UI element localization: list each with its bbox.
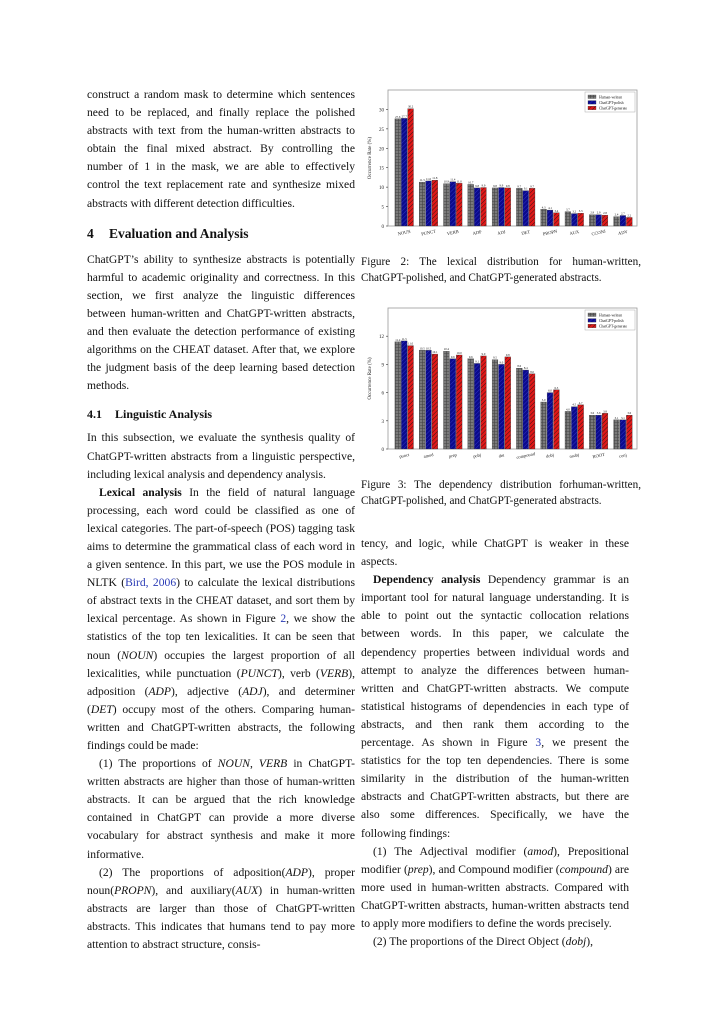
bar-prep-0 (444, 351, 450, 449)
bar-ROOT-0 (589, 415, 595, 449)
bar-compound-1 (523, 370, 529, 449)
x-tick-label: amod (423, 452, 434, 460)
y-axis-label: Occurrence Rate (%) (368, 357, 373, 400)
data-label: 27.7 (401, 114, 407, 119)
data-label: 9.8 (475, 183, 479, 188)
x-tick-label: ADV (617, 229, 629, 236)
data-label: 5.0 (541, 398, 546, 402)
bar-conj-1 (620, 420, 626, 449)
text: (2) The proportions of adposition( (99, 865, 286, 879)
data-label: 3.4 (554, 208, 559, 213)
bar-ADP-1 (474, 188, 480, 226)
bar-CCONJ-2 (602, 215, 608, 226)
math: VERB (258, 757, 288, 771)
data-label: 11.0 (408, 341, 414, 346)
bar-ADP-2 (481, 188, 487, 226)
lexical-paragraph (87, 484, 355, 755)
text: ) to calculate the lexical distributions of abstract texts in the CHEAT dataset, and sort them by lexical percentage. As shown in Figure (87, 576, 355, 626)
data-label: 3.6 (590, 411, 595, 416)
dependency-paragraph (361, 571, 629, 842)
lexical-distribution-chart (361, 86, 641, 246)
text: , we present the statistics for the top ten dependencies. There is some similarity in the distribution of the human-written abstracts and ChatGPT-written abstracts, but there are also some differences. Specifically, we have the following findings: (361, 736, 629, 840)
section-heading (87, 225, 355, 243)
bar-ADJ-2 (505, 188, 511, 226)
bar-prep-2 (456, 355, 462, 449)
data-label: 10.5 (425, 346, 432, 351)
figure-ref-link[interactable]: 2 (280, 612, 287, 626)
text: (1) The proportions of (99, 757, 218, 771)
continuation-paragraph: tency, and logic, while ChatGPT is weaker in these aspects. (361, 537, 629, 569)
left-column (87, 86, 355, 954)
data-label: 2.4 (614, 212, 619, 217)
y-tick-label: 12 (379, 335, 384, 341)
bar-AUX-0 (565, 212, 571, 226)
data-label: 10.1 (432, 350, 438, 355)
bar-PUNCT-0 (419, 182, 425, 226)
dependency-distribution-chart (361, 304, 641, 469)
math: VERB (319, 666, 349, 680)
text: ), verb ( (277, 666, 320, 680)
legend-swatch (588, 313, 596, 317)
figure-3-caption: Figure 3: The dependency distribution forhuman-written, ChatGPT-polished, and ChatGPT-generated abstracts. (361, 479, 641, 507)
data-label: 2.9 (590, 210, 595, 215)
bar-ADV-0 (614, 217, 620, 226)
data-label: 3.7 (566, 207, 570, 212)
data-label: 9.8 (505, 183, 510, 188)
dependency-heading: Dependency analysis (373, 573, 481, 587)
data-label: 4.0 (566, 407, 570, 412)
x-tick-label: dobj (545, 452, 555, 459)
bar-AUX-2 (578, 213, 584, 226)
text: (1) The Adjectival modifier ( (373, 844, 528, 858)
data-label: 3.1 (621, 415, 625, 420)
bar-PROPN-1 (547, 210, 553, 226)
x-tick-label: prep (448, 452, 458, 459)
bar-CCONJ-1 (596, 215, 602, 226)
data-label: 9.0 (499, 360, 504, 365)
y-tick-label: 15 (379, 166, 384, 172)
figure-3 (361, 304, 641, 509)
x-tick-label: pobj (472, 452, 482, 459)
bar-nsubj-2 (578, 405, 584, 449)
bar-ADJ-1 (499, 188, 505, 226)
section-number: 4 (87, 225, 94, 241)
text: ) occupies the largest proportion of all lexicalities, while punctuation ( (87, 648, 355, 680)
bar-PUNCT-1 (426, 181, 432, 226)
text: ), (586, 935, 594, 949)
figure-ref-link[interactable]: 3 (535, 736, 542, 750)
x-tick-label: DET (520, 229, 531, 236)
data-label: 10.5 (419, 346, 425, 351)
bar-nsubj-0 (565, 411, 571, 449)
data-label: 11.5 (401, 336, 407, 341)
text: ), and Compound modifier ( (428, 862, 560, 876)
x-tick-label: compound (515, 451, 536, 460)
math: ADP (148, 684, 172, 698)
data-label: 2.9 (596, 210, 601, 215)
bar-VERB-2 (456, 183, 462, 226)
data-label: 4.5 (572, 402, 577, 407)
data-label: 3.6 (627, 411, 632, 416)
legend-swatch (588, 101, 596, 105)
data-label: 9.6 (468, 354, 473, 359)
data-label: 8.4 (523, 366, 528, 371)
legend-label: ChatGPT-generate (599, 106, 628, 111)
data-label: 11.8 (432, 176, 438, 181)
right-column (361, 86, 641, 951)
bar-punct-0 (395, 342, 401, 449)
y-tick-label: 9 (381, 363, 384, 369)
legend-label: ChatGPT-generate (599, 324, 628, 329)
figure-2 (361, 86, 641, 286)
bar-amod-2 (432, 354, 438, 449)
x-tick-label: AUX (568, 229, 580, 236)
math: NOUN (217, 757, 250, 771)
x-tick-label: punct (398, 452, 410, 460)
bar-det-1 (499, 364, 505, 449)
text: (2) The proportions of the Direct Object ( (373, 935, 566, 949)
y-tick-label: 5 (381, 205, 384, 211)
y-tick-label: 20 (379, 147, 384, 153)
data-label: 11.6 (425, 176, 432, 181)
data-label: 8.6 (517, 364, 522, 369)
math: PROPN (114, 883, 152, 897)
text: ), adjective ( (171, 684, 243, 698)
math: DET (90, 702, 113, 716)
text: ), adposition ( (87, 666, 355, 698)
y-tick-label: 25 (379, 127, 384, 133)
bar-pobj-0 (468, 359, 474, 449)
legend-swatch (588, 319, 596, 323)
bar-PROPN-2 (553, 213, 559, 226)
bar-prep-1 (450, 359, 456, 449)
data-label: 11.4 (450, 177, 456, 182)
data-label: 9.7 (530, 184, 534, 189)
bar-det-0 (492, 360, 498, 449)
bar-VERB-1 (450, 182, 456, 226)
text: ) occupy most of the others. Comparing human-written and ChatGPT-written abstracts, the following findings could be made: (87, 702, 355, 752)
bar-DET-0 (516, 188, 522, 226)
data-label: 2.2 (627, 213, 632, 218)
bar-DET-2 (529, 188, 535, 226)
text: ), and determiner ( (87, 684, 355, 716)
bar-amod-0 (419, 350, 425, 449)
math: dobj (565, 935, 587, 949)
bar-ROOT-2 (602, 413, 608, 449)
bar-ADV-2 (626, 217, 632, 226)
x-tick-label: PUNCT (420, 228, 437, 237)
y-tick-label: 0 (381, 448, 384, 453)
math: AUX (235, 883, 259, 897)
data-label: 4.7 (578, 400, 583, 405)
bar-ADV-1 (620, 216, 626, 226)
subsection-paragraph: In this subsection, we evaluate the synthesis quality of ChatGPT-written abstracts from a linguistic perspective, including lexical analysis and dependency analysis. (87, 431, 355, 481)
legend-label: ChatGPT-polish (599, 318, 624, 323)
subsection-heading (87, 405, 355, 423)
finding-2 (87, 864, 355, 954)
data-label: 11.4 (395, 337, 401, 342)
data-label: 11.0 (456, 179, 462, 184)
x-tick-label: ADJ (496, 229, 506, 236)
bar-compound-2 (529, 374, 535, 449)
text: ), and auxiliary( (151, 883, 236, 897)
bar-compound-0 (516, 368, 522, 449)
text: ), proper noun( (87, 865, 355, 897)
data-label: 3.2 (572, 209, 577, 214)
bar-ADJ-0 (492, 188, 498, 226)
data-label: 10.9 (443, 179, 450, 184)
math: prep (407, 862, 429, 876)
bar-dobj-0 (541, 402, 547, 449)
data-label: 10.4 (443, 347, 450, 352)
bar-ADP-0 (468, 184, 474, 226)
x-tick-label: nsubj (568, 452, 580, 459)
y-tick-label: 30 (379, 108, 384, 114)
data-label: 9.9 (499, 183, 504, 188)
x-tick-label: ADP (472, 229, 483, 236)
data-label: 10.7 (468, 180, 474, 185)
bar-det-2 (505, 357, 511, 449)
bar-PUNCT-2 (432, 180, 438, 226)
text: ) in human-written abstracts are larger than those of ChatGPT-written abstracts. This indicates that humans tend to pay more attention to abstract structure, consis- (87, 883, 355, 952)
lexical-heading: Lexical analysis (99, 485, 182, 499)
bar-DET-1 (523, 191, 529, 226)
data-label: 3.3 (578, 209, 583, 214)
text: , (249, 757, 259, 771)
bar-punct-1 (401, 341, 407, 449)
y-tick-label: 3 (381, 419, 384, 425)
text: ) are more used in human-written abstracts. Compared with ChatGPT-written abstracts, human-written abstracts tend to apply more modifiers to define the words precisely. (361, 862, 629, 930)
legend-swatch (588, 106, 596, 110)
data-label: 9.9 (481, 351, 486, 356)
dependency-finding-1 (361, 843, 629, 933)
right-text (361, 535, 629, 951)
bar-AUX-1 (571, 214, 577, 226)
subsection-number: 4.1 (87, 407, 102, 422)
bar-conj-0 (614, 420, 620, 449)
finding-1 (87, 755, 355, 864)
data-label: 10.0 (456, 351, 462, 355)
text: In the field of natural language processing, each word could be classified as one of lexical categories. The part-of-speech (POS) tagging task aims to determine the grammatical class of each word in a given sentence. In this part, we use the POS module in NLTK ( (87, 485, 355, 590)
legend-label: Human-written (599, 95, 623, 100)
x-tick-label: VERB (446, 228, 460, 237)
x-tick-label: CCONJ (591, 228, 607, 237)
data-label: 3.6 (596, 411, 601, 416)
bar-amod-1 (426, 350, 432, 449)
bar-NOUN-2 (408, 109, 414, 226)
data-label: 3.8 (603, 409, 607, 414)
data-label: 8.0 (530, 369, 534, 374)
data-label: 9.6 (450, 354, 455, 359)
data-label: 9.1 (475, 359, 479, 364)
bar-nsubj-1 (571, 407, 577, 449)
x-tick-label: conj (618, 452, 628, 459)
figure-2-caption: Figure 2: The lexical distribution for human-written, ChatGPT-polished, and ChatGPT-generated abstracts. (361, 256, 641, 284)
data-label: 9.1 (523, 186, 528, 191)
bar-CCONJ-0 (589, 215, 595, 226)
bar-dobj-1 (547, 393, 553, 449)
y-tick-label: 10 (379, 186, 384, 192)
x-tick-label: det (498, 452, 505, 459)
data-label: 3.1 (614, 415, 619, 420)
data-label: 9.5 (493, 355, 497, 360)
section-paragraph: ChatGPT’s ability to synthesize abstracts is potentially harmful to academic originality and correctness. In this section, we first analyze the linguistic differences between human-written and ChatGPT-written abstracts, and then evaluate the detection performance of existing algorithms on the CHEAT dataset. After that, we explore the judgment basis of the deep learning based detection methods. (87, 252, 355, 393)
data-label: 6.0 (548, 388, 552, 393)
data-label: 30.2 (407, 104, 414, 109)
text: ), Prepositional modifier ( (361, 844, 630, 876)
text: in ChatGPT-written abstracts are higher than those of human-written abstracts. It can be argued that the rich knowledge contained in ChatGPT can provide a more diverse vocabulary for abstract synthesis and make it more informative. (87, 757, 355, 861)
x-tick-label: PROPN (542, 228, 558, 237)
section-title: Evaluation and Analysis (109, 225, 249, 241)
bar-conj-2 (626, 415, 632, 449)
bar-NOUN-1 (401, 118, 407, 226)
data-label: 4.1 (548, 206, 552, 211)
bar-ROOT-1 (596, 415, 602, 449)
data-label: 9.8 (493, 183, 497, 188)
legend-swatch (588, 324, 596, 328)
legend-label: Human-written (599, 313, 623, 318)
legend-label: ChatGPT-polish (599, 100, 624, 105)
math: amod (527, 844, 554, 858)
text: Dependency grammar is an important tool for natural language understanding. It is able to point out the syntactic collocation relations between words. In this paper, we calculate the dependency properties between individual words and attempt to analyze the differences between human-written and ChatGPT-written abstracts. We compute statistical histograms of dependencies in each type of abstracts, and then rank them according to the percentage. As shown in Figure (361, 573, 629, 750)
citation-link[interactable]: Bird, 2006 (125, 576, 177, 590)
math: ADJ (242, 684, 263, 698)
math: PUNCT (240, 666, 278, 680)
data-label: 9.9 (481, 183, 486, 188)
y-axis-label: Occurrence Rate (%) (368, 136, 373, 180)
data-label: 2.7 (621, 211, 625, 216)
bar-PROPN-0 (541, 209, 547, 226)
bar-NOUN-0 (395, 119, 401, 226)
data-label: 2.8 (603, 211, 607, 216)
bar-pobj-1 (474, 363, 480, 449)
text: , we show the statistics of the top ten lexicalities. It can be seen that noun ( (87, 612, 355, 662)
math: NOUN (121, 648, 154, 662)
y-tick-label: 0 (381, 225, 384, 230)
math: ADP (285, 865, 309, 879)
data-label: 11.3 (419, 178, 425, 183)
data-label: 6.3 (554, 385, 559, 390)
subsection-title: Linguistic Analysis (115, 407, 213, 422)
data-label: 27.6 (395, 114, 401, 119)
bar-dobj-2 (553, 390, 559, 449)
data-label: 4.3 (541, 205, 546, 210)
intro-paragraph: construct a random mask to determine which sentences need to be replaced, and finally replace the polished abstracts with text from the human-written abstracts to obtain the final mixed abstract. By controlling the number of 1 in the mask, we are able to effectively control the text replacement rate and synthesize mixed abstracts with different detection difficulties. (87, 88, 355, 210)
bar-VERB-0 (444, 184, 450, 226)
legend-swatch (588, 95, 596, 99)
x-tick-label: NOUN (397, 228, 412, 237)
x-tick-label: ROOT (592, 451, 606, 460)
bar-pobj-2 (481, 356, 487, 449)
y-tick-label: 6 (381, 391, 384, 397)
bar-punct-2 (408, 346, 414, 449)
math: compound (559, 862, 608, 876)
dependency-finding-2 (361, 933, 629, 951)
data-label: 9.7 (517, 184, 522, 189)
data-label: 9.8 (505, 352, 510, 357)
